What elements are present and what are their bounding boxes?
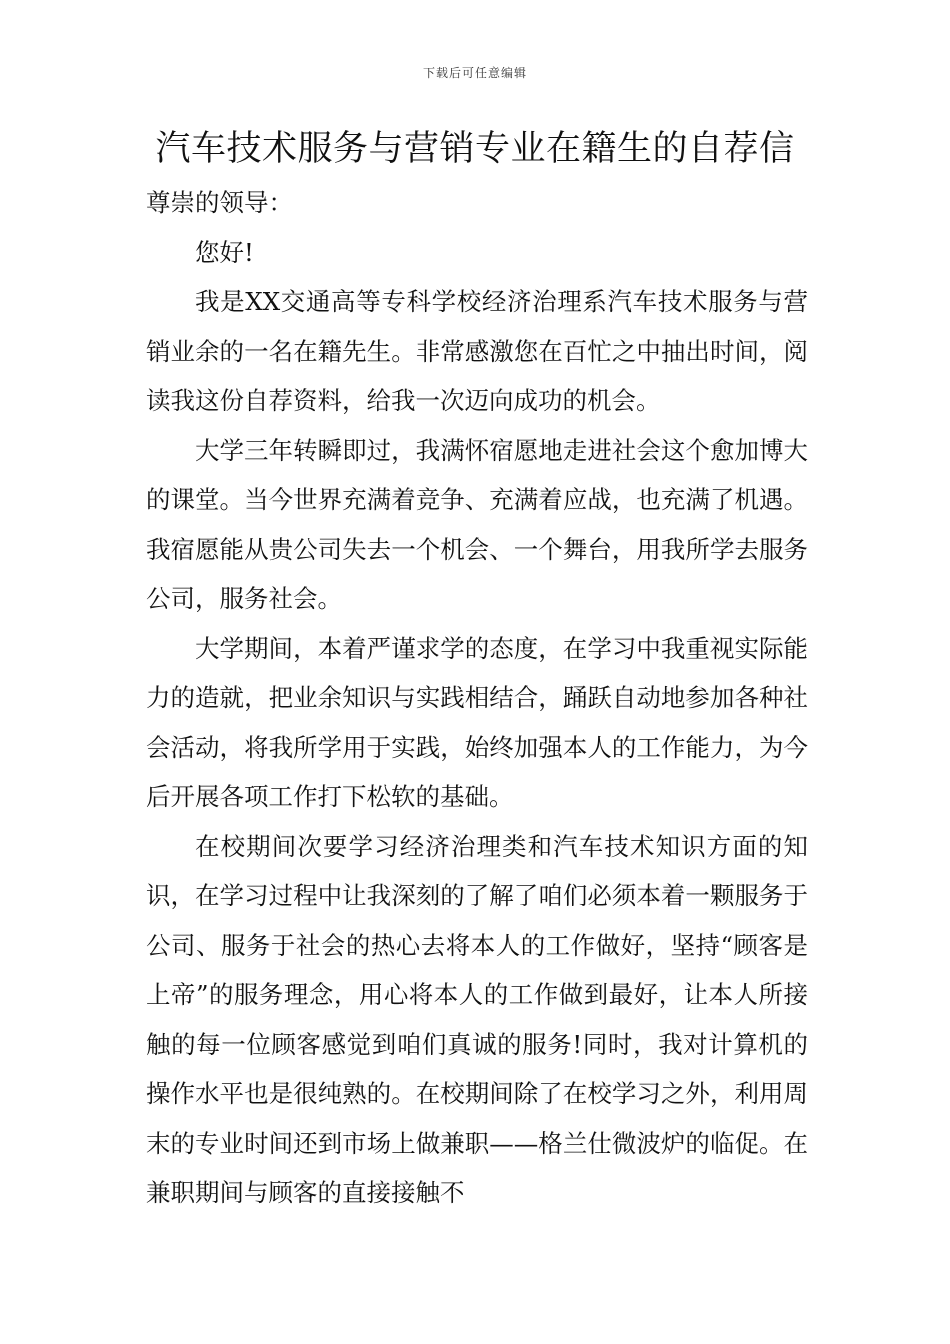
paragraph: 在校期间次要学习经济治理类和汽车技术知识方面的知识，在学习过程中让我深刻的了解了咱们必须本着一颗服务于公司、服务于社会的热心去将本人的工作做好，坚持“顾客是上帝”的服务理念，用心将本人的工作做到最好，让本人所接触的每一位顾客感觉到咱们真诚的服务!同时，我对计算机的操作水平也是很纯熟的。在校期间除了在校学习之外，利用周末的专业时间还到市场上做兼职——格兰仕微波炉的临促。在兼职期间与顾客的直接接触不	[146, 831, 808, 1207]
greeting: 您好!	[195, 237, 254, 267]
paragraph: 大学期间，本着严谨求学的态度，在学习中我重视实际能力的造就，把业余知识与实践相结合，踊跃自动地参加各种社会活动，将我所学用于实践，始终加强本人的工作能力，为今后开展各项工作打下松软的基础。	[146, 633, 808, 811]
document-title: 汽车技术服务与营销专业在籍生的自荐信	[155, 129, 795, 169]
paragraph: 大学三年转瞬即过，我满怀宿愿地走进社会这个愈加博大的课堂。当今世界充满着竞争、充满着应战，也充满了机遇。我宿愿能从贵公司失去一个机会、一个舞台，用我所学去服务公司，服务社会。	[146, 435, 808, 613]
paragraph: 我是XX交通高等专科学校经济治理系汽车技术服务与营销业余的一名在籍先生。非常感激您在百忙之中抽出时间，阅读我这份自荐资料，给我一次迈向成功的机会。	[146, 287, 808, 415]
letter-body	[146, 178, 808, 1218]
header-note: 下载后可任意编辑	[422, 66, 527, 80]
salutation: 尊崇的领导：	[146, 188, 293, 217]
